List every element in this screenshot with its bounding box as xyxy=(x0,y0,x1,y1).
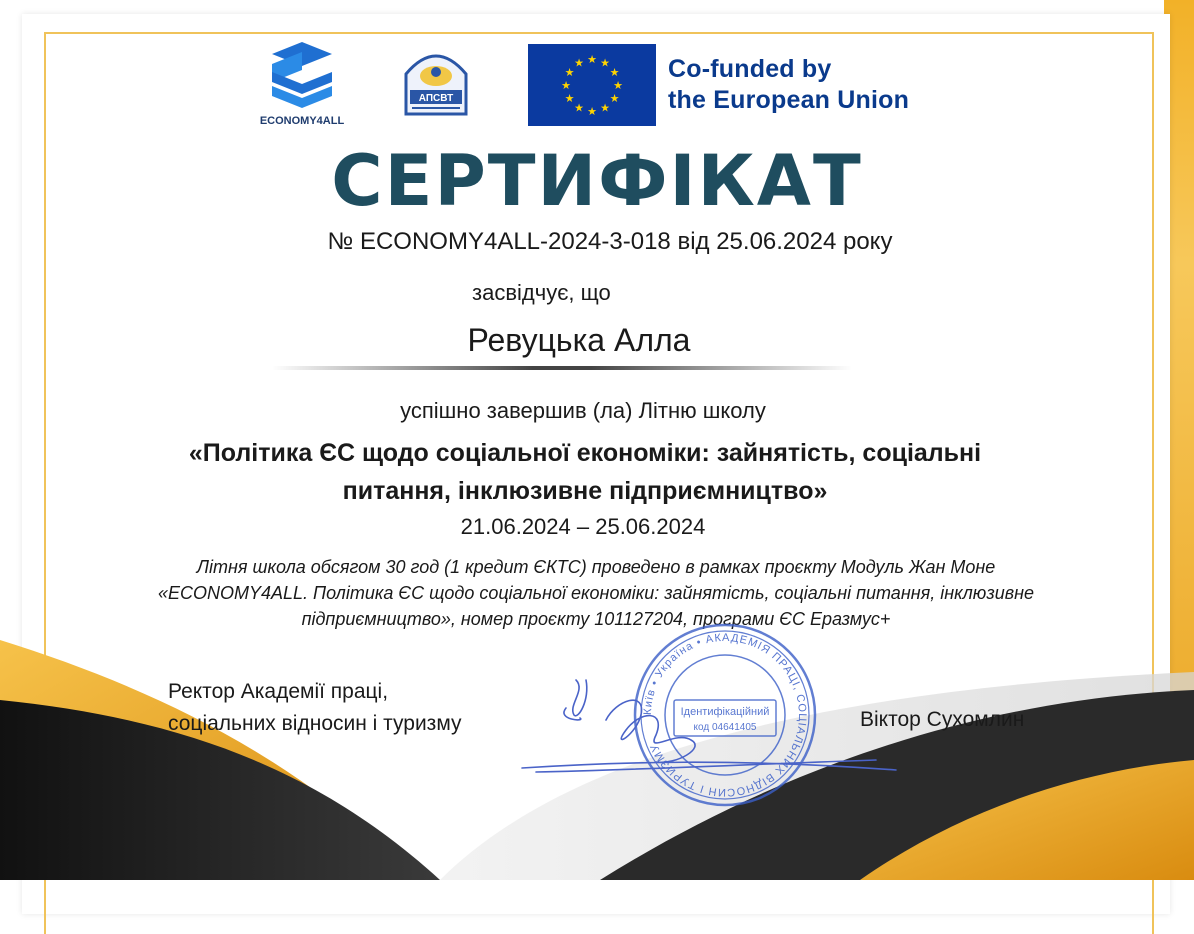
eu-text-line2: the European Union xyxy=(668,86,910,114)
course-note-line1: Літня школа обсягом 30 год (1 кредит ЄКТС) проведено в рамках проєкту Модуль Жан Моне xyxy=(196,557,996,577)
apsvt-logo-text: АПСВТ xyxy=(418,93,454,104)
certificate-title: СЕРТИФІКАТ xyxy=(331,140,863,222)
recipient-name: Ревуцька Алла xyxy=(467,322,691,358)
signatory-name: Віктор Сухомлин xyxy=(860,708,1025,731)
eu-star-icon: ★ xyxy=(600,57,610,70)
course-note-line2: «ECONOMY4ALL. Політика ЄС щодо соціальної економіки: зайнятість, соціальні питання, інклюзивне xyxy=(157,583,1035,603)
eu-star-icon: ★ xyxy=(609,67,620,79)
stamp-inner-code: код 04641405 xyxy=(693,722,757,733)
eu-text-line1: Co-funded by xyxy=(668,55,832,83)
course-title-line1: «Політика ЄС щодо соціальної економіки: зайнятість, соціальні xyxy=(188,439,982,467)
eu-star-icon: ★ xyxy=(574,102,584,115)
course-title xyxy=(60,434,1110,510)
economy4all-logo-text: ECONOMY4ALL xyxy=(259,115,345,127)
signatory-position xyxy=(168,676,462,740)
eu-star-icon: ★ xyxy=(613,80,623,92)
apsvt-logo xyxy=(396,42,476,122)
certificate-number: № ECONOMY4ALL-2024-3-018 від 25.06.2024 року xyxy=(327,228,893,255)
course-note-line3: підприємництво», номер проєкту 101127204, програми ЄС Еразмус+ xyxy=(301,609,891,629)
eu-star-icon: ★ xyxy=(600,102,610,115)
signatory-position-line1: Ректор Академії праці, xyxy=(168,680,389,703)
eu-star-icon: ★ xyxy=(561,80,571,92)
stamp-outer-text: Київ • Україна • АКАДЕМІЯ ПРАЦІ, СОЦІАЛЬНИХ ВІДНОСИН І ТУРИЗМУ xyxy=(641,631,809,799)
certifies-text: засвідчує, що xyxy=(472,280,611,305)
signature xyxy=(516,660,906,790)
eu-star-icon: ★ xyxy=(564,93,575,105)
course-title-line2: питання, інклюзивне підприємництво» xyxy=(342,477,828,505)
eu-star-icon: ★ xyxy=(564,67,575,79)
economy4all-logo xyxy=(242,42,362,132)
stamp-inner-label: Ідентифікаційний xyxy=(680,706,770,718)
eu-star-icon: ★ xyxy=(609,93,620,105)
course-dates: 21.06.2024 – 25.06.2024 xyxy=(460,514,706,539)
eu-cofunded-text xyxy=(668,54,909,116)
eu-star-icon: ★ xyxy=(587,54,597,66)
eu-star-icon: ★ xyxy=(587,106,597,118)
completed-text: успішно завершив (ла) Літню школу xyxy=(400,398,766,423)
course-note xyxy=(60,554,1132,632)
eu-star-icon: ★ xyxy=(574,57,584,70)
signatory-position-line2: соціальних відносин і туризму xyxy=(168,712,462,735)
name-underline xyxy=(272,366,852,370)
eu-flag-icon xyxy=(528,44,656,126)
